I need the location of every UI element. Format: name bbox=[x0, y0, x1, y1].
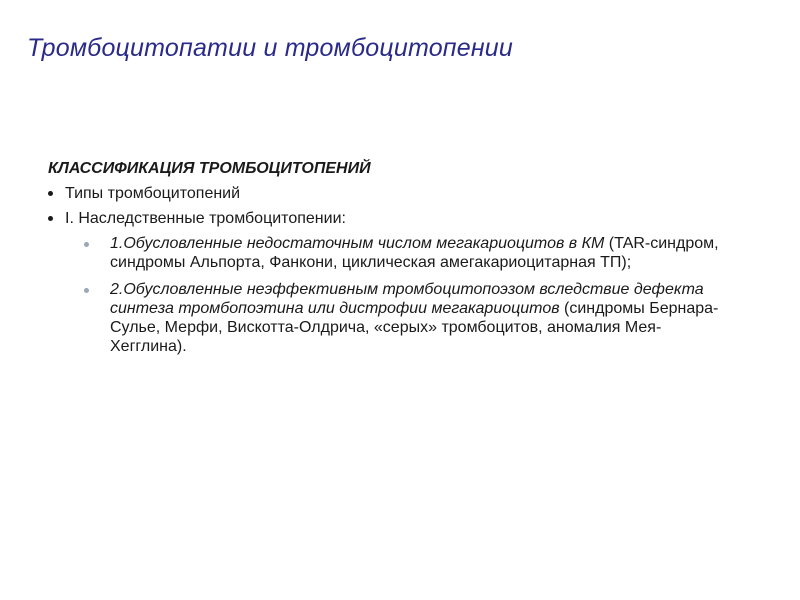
sub-bullet-item-megakaryocyte-count bbox=[80, 234, 730, 272]
sub-bullet-dot-icon bbox=[84, 288, 89, 293]
sub-bullet-list bbox=[65, 234, 768, 356]
bullet-item-hereditary bbox=[48, 208, 768, 356]
bullet-list bbox=[48, 183, 768, 356]
bullet-dot-icon bbox=[48, 191, 53, 196]
sub-bullet-italic-text: 2.Обусловленные неэффективным тромбоцитопоэзом вследствие дефекта синтеза тромбопоэтина или дистрофии мегакариоцитов bbox=[110, 281, 704, 317]
sub-bullet-italic-text: 1.Обусловленные недостаточным числом мегакариоцитов в КМ bbox=[110, 235, 605, 252]
bullet-text: Типы тромбоцитопений bbox=[65, 185, 241, 202]
sub-bullet-regular-text: (TAR-синдром, синдромы Альпорта, Фанкони, циклическая амегакариоцитарная ТП); bbox=[110, 235, 719, 271]
bullet-item-types bbox=[48, 183, 768, 205]
sub-bullet-dot-icon bbox=[84, 242, 89, 247]
bullet-text: I. Наследственные тромбоцитопении: bbox=[65, 210, 346, 227]
classification-heading: КЛАССИФИКАЦИЯ ТРОМБОЦИТОПЕНИЙ bbox=[48, 160, 371, 177]
slide-title: Тромбоцитопатии и тромбоцитопении bbox=[27, 34, 514, 62]
sub-bullet-item-ineffective-thrombopoiesis bbox=[80, 280, 730, 356]
slide-body bbox=[48, 158, 768, 364]
bullet-dot-icon bbox=[48, 216, 53, 221]
sub-bullet-regular-text: (синдромы Бернара-Сулье, Мерфи, Вискотта-Олдрича, «серых» тромбоцитов, аномалия Мея-Хегглина). bbox=[110, 300, 719, 355]
